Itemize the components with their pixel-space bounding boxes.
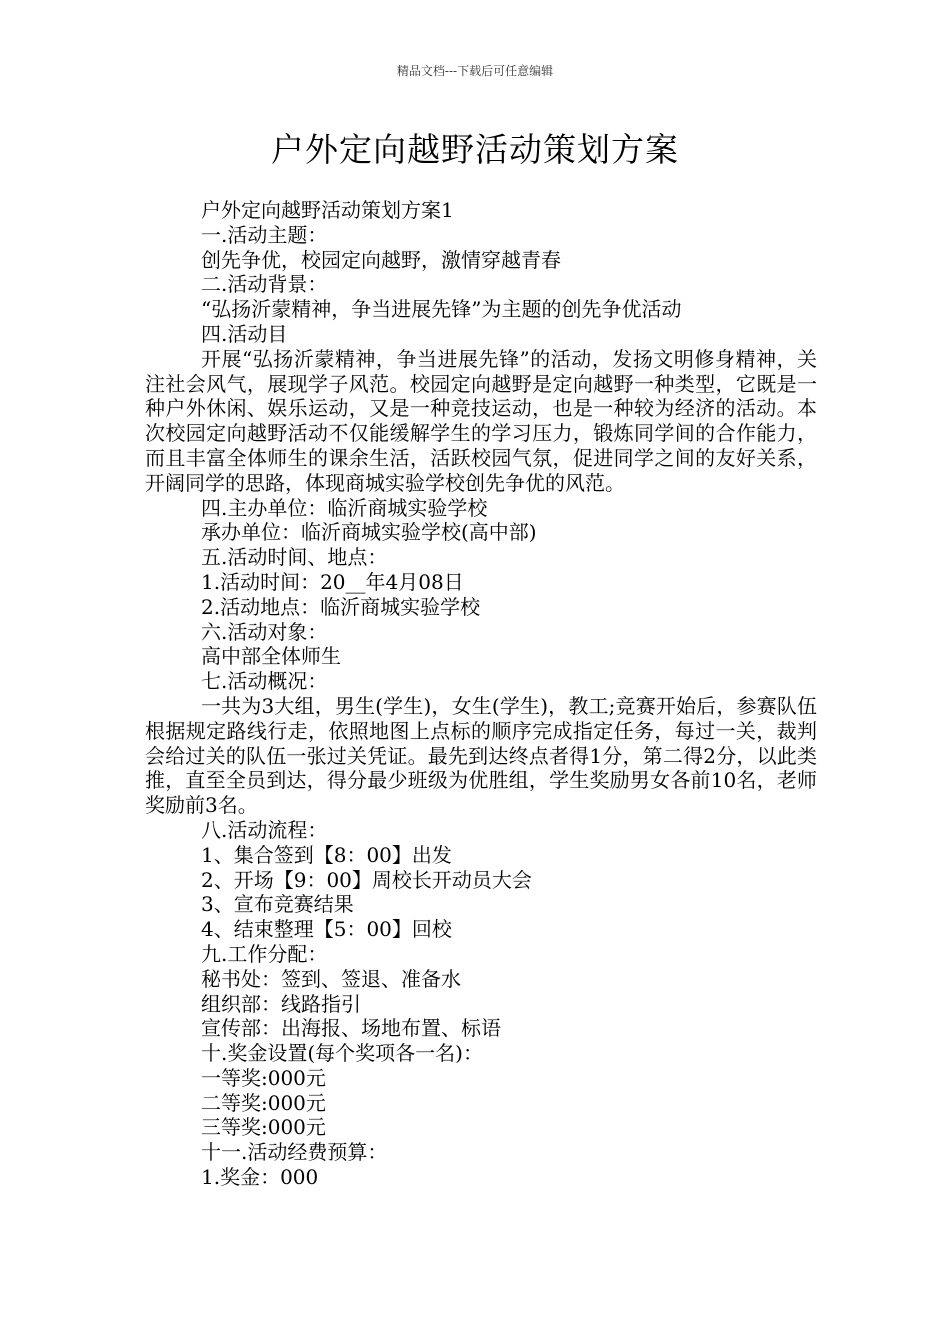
text-line: 1.奖金：000: [201, 1165, 319, 1190]
document-title: 户外定向越野活动策划方案: [271, 130, 679, 169]
text-line: 组织部：线路指引: [201, 991, 361, 1016]
text-line: 二.活动背景：: [201, 272, 328, 297]
text-line: 九.工作分配：: [201, 941, 328, 966]
text-line: 七.活动概况：: [201, 669, 328, 694]
text-line: 二等奖:000元: [201, 1090, 326, 1115]
document-body: [145, 198, 817, 1190]
text-line: 一.活动主题：: [201, 222, 328, 247]
text-line: 承办单位：临沂商城实验学校(高中部): [201, 520, 537, 545]
text-line: 宣传部：出海报、场地布置、标语: [201, 1016, 501, 1041]
section-heading: 户外定向越野活动策划方案1: [201, 198, 454, 222]
text-line: 八.活动流程：: [201, 817, 328, 842]
text-line: 1、集合签到【8：00】出发: [201, 842, 452, 867]
paragraph-purpose: 开展“弘扬沂蒙精神，争当进展先锋”的活动，发扬文明修身精神，关注社会风气，展现学子风范。校园定向越野是定向越野一种类型，它既是一种户外休闲、娱乐运动，又是一种竞技运动，也是一种较为经济的活动。本次校园定向越野活动不仅能缓解学生的学习压力，锻炼同学间的合作能力，而且丰富全体师生的课余生活，活跃校园气氛，促进同学之间的友好关系，开阔同学的思路，体现商城实验学校创先争优的风范。: [145, 346, 817, 495]
page-header: 精品文档---下载后可任意编辑: [396, 64, 554, 78]
text-line: 十.奖金设置(每个奖项各一名)：: [201, 1041, 483, 1066]
text-line: 2、开场【9：00】周校长开动员大会: [201, 867, 532, 892]
text-line: 四.活动目: [201, 321, 288, 346]
text-line: 4、结束整理【5：00】回校: [201, 917, 452, 942]
text-line: 一等奖:000元: [201, 1065, 326, 1090]
text-line: 三等奖:000元: [201, 1115, 326, 1140]
text-line: 创先争优，校园定向越野，激情穿越青春: [201, 247, 561, 272]
text-line: 四.主办单位：临沂商城实验学校: [201, 495, 488, 520]
text-line: 秘书处：签到、签退、准备水: [201, 966, 461, 991]
text-line: 1.活动时间：20__年4月08日: [201, 569, 464, 594]
text-line: “弘扬沂蒙精神，争当进展先锋”为主题的创先争优活动: [201, 297, 682, 322]
text-line: 2.活动地点：临沂商城实验学校: [201, 594, 481, 619]
text-line: 六.活动对象：: [201, 619, 328, 644]
text-line: 十一.活动经费预算：: [201, 1140, 388, 1165]
text-line: 3、宣布竞赛结果: [201, 892, 354, 917]
text-line: 高中部全体师生: [201, 644, 341, 669]
text-line: 五.活动时间、地点：: [201, 545, 388, 570]
paragraph-overview: 一共为3大组，男生(学生)，女生(学生)，教工;竞赛开始后，参赛队伍根据规定路线行走，依照地图上点标的顺序完成指定任务，每过一关，裁判会给过关的队伍一张过关凭证。最先到达终点者得1分，第二得2分，以此类推，直至全员到达，得分最少班级为优胜组，学生奖励男女各前10名，老师奖励前3名。: [145, 693, 817, 818]
